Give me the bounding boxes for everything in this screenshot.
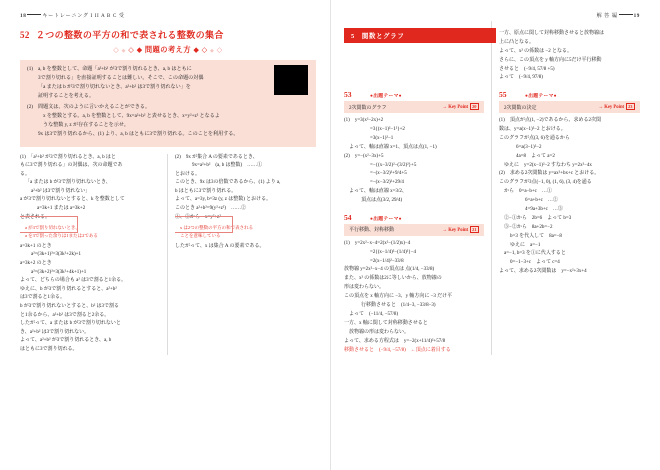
panel-item-2-marker: (2) xyxy=(27,104,33,111)
sol-line: =2(x−1/4)²−33/8 xyxy=(370,258,404,264)
annotation-bracket xyxy=(175,216,233,233)
annotation-bracket xyxy=(20,216,78,233)
sol-line: 数は、y=a(x−1)²−2 とおける。 xyxy=(499,127,566,133)
section-54-theme: ●出題テーマ● xyxy=(370,217,402,223)
sol-line: a=−1, b=3 を①に代入すると xyxy=(504,251,566,257)
sol-line: b が3で割り切れないとすると、b² は3で割る xyxy=(20,303,120,309)
sol-line: (1) 頂点が点(1, −2)であるから、求める2次関 xyxy=(499,118,601,124)
cont-line: よって (−9/4, 97/8) xyxy=(499,75,543,81)
sol-line: b はともに3で割り切れる。 xyxy=(175,188,237,194)
left-runhead-text: キートレーニング I II A B C 受 xyxy=(42,13,125,19)
runhead-rule xyxy=(27,14,41,15)
panel-line: 9x は3で割り切れるから、(1) より、a, b はともに3で割り切れる。このことを利用する。 xyxy=(38,131,239,138)
right-column-a-top xyxy=(344,21,492,83)
section-54-keypoint[interactable] xyxy=(442,227,479,233)
continuation-text xyxy=(499,30,640,83)
think-band xyxy=(20,45,316,55)
left-body-columns xyxy=(20,154,316,355)
panel-line: 「a または b が3で割り切れないとき、a²+b² は3で割り切れない」を xyxy=(38,84,191,91)
sol-line: また、x² の係数は2に等しいから、放物線の xyxy=(344,276,442,282)
keypoint-number: 20 xyxy=(470,103,479,110)
right-top-row xyxy=(344,21,640,83)
section-53-keypoint[interactable] xyxy=(442,104,479,110)
left-folio: 18 xyxy=(20,13,27,19)
runhead-rule-2 xyxy=(619,14,633,15)
left-column-a xyxy=(20,154,168,355)
sol-line: このとき、9x は3の倍数であるから、(1) より a, xyxy=(175,180,281,186)
sol-line: a=3k+1 または a=3k+2 xyxy=(37,206,86,212)
sol-line: a²=(3k+1)²=3(3k²+2k)+1 xyxy=(31,252,81,258)
annotation-line: a が3で割り切れないとき、 xyxy=(25,225,80,231)
panel-line: うな整数 y, z が存在することを示せ。 xyxy=(43,122,129,129)
sol-line: 放物線の形は変わらない。 xyxy=(349,329,410,335)
right-body-columns xyxy=(344,83,640,355)
sol-line: 4a=8 よって a=2 xyxy=(516,153,555,159)
panel-line: 3で割り切れる」を直接証明することは難しい。そこで、この命題の対偶 xyxy=(38,75,204,82)
sol-line: よって、求める2次関数は y=−x²+3x+4 xyxy=(499,269,587,275)
left-annotation-2 xyxy=(175,223,316,240)
unit-title-text: ２つの整数の平方の和で表される整数の集合 xyxy=(35,30,224,40)
sol-line: したがって、a または b が3で割り切れないと xyxy=(20,321,121,327)
sol-line: 放物線 y=2x²−x−4 の頂点は 点(1/4, −33/8) xyxy=(344,267,435,273)
keypoint-number: 23 xyxy=(626,103,635,110)
sol-line-annotated: 移動させると (−9/4, −57/8) ←頂点に着目する xyxy=(344,347,451,353)
section-53-solution xyxy=(344,117,484,206)
section-54-topic: 平行移動、対称移動 xyxy=(349,228,395,234)
sol-line: 行移動させると (1/4−3, −33/8−3) xyxy=(361,303,436,309)
section-55-topic: 2次関数の決定 xyxy=(504,105,537,111)
redacted-block xyxy=(274,65,308,95)
sol-line: b=3 を代入して 8a=−8 xyxy=(510,233,562,239)
sol-line: よって、軸は直線 x=3/2、 xyxy=(349,189,407,195)
sol-line: (2) 求める2次関数は y=ax²+bx+c とおける。 xyxy=(499,171,600,177)
sol-line: (1) 「a²+b² が3で割り切れるとき、a, b はと xyxy=(20,154,116,160)
section-55-topicbar xyxy=(499,101,640,113)
chapter-title: 関数とグラフ xyxy=(361,33,405,40)
sol-line: =−{(x−3/2)²−(3/2)²}+5 xyxy=(370,162,417,168)
sol-line: (1) y=3(x²−2x)+2 xyxy=(344,118,384,124)
unit-number: 52 xyxy=(20,30,30,40)
sol-line: ゆえに y=2(x−1)²−2 すなわち y=2x²−4x xyxy=(504,162,592,168)
left-running-head xyxy=(20,12,316,21)
sol-line: 6=a+b+c …② xyxy=(525,198,558,204)
section-53-theme: ●出題テーマ● xyxy=(370,94,402,100)
sol-line: よって、a²+b² が3で割り切れるとき、a, b xyxy=(20,338,112,344)
sol-line: (2) 9x が集合 A の要素であるとき、 xyxy=(175,154,258,160)
sol-line: a=3k+2 のとき xyxy=(20,261,52,266)
sol-line: 一方、x 軸に関して対称移動させると xyxy=(344,320,428,326)
right-running-head xyxy=(344,12,640,21)
annotation-line: a を3で割った余りは1または2である xyxy=(25,232,98,238)
keypoint-label: → Key Point xyxy=(442,227,469,233)
problem-approach-panel xyxy=(20,60,316,147)
think-band-label: ◇ ◆ 問題の考え方 ◆ ◇ xyxy=(128,46,208,54)
sol-line: =2{(x−1/4)²−(1/4)²}−4 xyxy=(370,249,417,255)
cont-line: さらに、この頂点を y 軸方向に5だけ平行移動 xyxy=(499,57,602,63)
sol-line: よって、a=3y, b=3z (y, z は整数) とおける。 xyxy=(175,197,272,203)
section-55-number: 55 xyxy=(499,90,507,100)
sol-line: から 0=a−b+c …① xyxy=(504,189,552,195)
panel-item-2-body xyxy=(38,103,309,139)
section-55-theme: ●出題テーマ● xyxy=(525,94,557,100)
sol-line: (2) y=−(x²−3x)+5 xyxy=(344,153,384,159)
sol-line: この頂点を x 軸方向に −3、y 軸方向に −3 だけ平 xyxy=(344,294,453,300)
sol-line: 0=−1−3+c よって c=4 xyxy=(510,260,560,266)
panel-item-1 xyxy=(27,65,309,101)
sol-line: =−(x−3/2)²+9/4+5 xyxy=(370,171,407,177)
annotation-line: x は2つの整数の平方の和で表される xyxy=(180,225,254,231)
sol-line: ③−②から 8a+2b=−2 xyxy=(504,224,553,230)
right-column-b-top xyxy=(492,21,640,83)
sol-line: き、a²+b² は3で割り切れない。 xyxy=(20,329,90,335)
sol-line: このとき a²+b²=9(y²+z²) ……② xyxy=(175,206,246,212)
section-55-solution xyxy=(499,117,640,277)
diamond-small-icon: ◆ xyxy=(121,49,126,54)
section-55-keypoint[interactable] xyxy=(598,104,635,110)
sol-line: a=3k+1 のとき xyxy=(20,243,52,249)
unit-title xyxy=(20,28,316,41)
sol-line: 頂点は点(3/2, 29/4) xyxy=(361,198,403,204)
sol-line: ①、②から x=y²+z² xyxy=(175,214,221,220)
section-53-topic: 2次関数のグラフ xyxy=(349,105,387,111)
panel-item-2 xyxy=(27,103,309,139)
right-column-b xyxy=(492,83,640,355)
cont-line: させると (−9/4, 57/8 +5) xyxy=(499,66,555,72)
sol-line: よって、どちらの場合も a² は3で割ると1余る。 xyxy=(20,278,127,284)
section-55-head xyxy=(499,90,640,99)
right-runhead-text: 解 答 編 xyxy=(596,13,618,19)
sol-line: とおける。 xyxy=(175,171,201,177)
sol-line: a²+b² は3で割り切れない」 xyxy=(31,188,91,194)
panel-item-1-marker: (1) xyxy=(27,66,33,72)
chapter-band xyxy=(344,28,496,43)
cont-line: 上に凸となる。 xyxy=(499,39,535,45)
sol-line: =−(x−3/2)²+29/4 xyxy=(370,180,404,186)
sol-line: ゆえに、b が3で割り切れるとすると、a²+b² xyxy=(20,286,117,292)
section-54-head xyxy=(344,213,484,222)
section-54-solution xyxy=(344,240,484,356)
section-53-topicbar xyxy=(344,101,484,113)
keypoint-number: 21 xyxy=(470,226,479,233)
sol-line: 形は変わらない。 xyxy=(344,285,385,291)
sol-line: a が3で割り切れないとすると、k を整数として xyxy=(20,197,125,203)
panel-line: x を整数とする。a, b を整数として、9x=a²+b² と表せるとき、x=y²+z² となるよ xyxy=(43,113,220,120)
sol-line: よって、求める方程式は y=−2(x+11/4)²+57/8 xyxy=(344,338,446,344)
sol-line: もに3で割り切れる」の対偶は、次の命題であ xyxy=(20,163,123,169)
cont-line: よって、x² の係数は −2 となる。 xyxy=(499,48,572,54)
right-page xyxy=(330,0,660,470)
keypoint-label: → Key Point xyxy=(442,105,469,111)
sol-line: と表される。 xyxy=(20,214,51,220)
cont-line: 一方、原点に関して対称移動させると放物線は xyxy=(499,31,605,36)
annotation-line: ことを意味している xyxy=(180,232,221,238)
section-53-head xyxy=(344,90,484,99)
sol-line: と1余るから、a²+b² は3で割ると2余る。 xyxy=(20,312,110,318)
chapter-number: 5 xyxy=(351,33,355,40)
sol-line: このグラフが点(3, 6)を通るから xyxy=(499,135,570,141)
panel-item-1-body xyxy=(38,65,309,101)
sol-line: はともに3で割り切れる。 xyxy=(20,346,78,352)
right-folio: 19 xyxy=(633,13,640,19)
sol-line: 4=9a+3b+c …③ xyxy=(525,207,563,213)
sol-line: よって、軸は直線 x=1、頂点は点(1, −1) xyxy=(349,144,437,150)
sol-line: よって (−11/4, −57/8) xyxy=(349,311,399,317)
section-54-topicbar xyxy=(344,224,484,236)
right-column-a xyxy=(344,83,492,355)
sol-line: 9x=a²+b² (a, b は整数) ……① xyxy=(192,163,263,169)
sol-line: =3{(x−1)²−1²}+2 xyxy=(370,127,405,133)
panel-line: 証明することを考える。 xyxy=(38,93,95,100)
sol-line: このグラフが3点(−1, 0), (1, 6), (3, 4)を通る xyxy=(499,180,592,186)
sol-line: は3で割ると1余る。 xyxy=(20,295,66,301)
section-54-number: 54 xyxy=(344,213,352,223)
sol-line: =3(x−1)²−1 xyxy=(370,135,394,141)
sol-line: したがって、x は集合 A の要素である。 xyxy=(175,243,265,249)
sol-line: a²=(3k+2)²=3(3k²+4k+1)+1 xyxy=(31,269,87,275)
sol-line: ②−①から 2b=6 よって b=3 xyxy=(504,215,572,221)
section-53-number: 53 xyxy=(344,90,352,100)
left-annotation-1 xyxy=(20,223,160,240)
sol-line: ゆえに a=−1 xyxy=(510,242,541,248)
sol-line: 「a または b が3で割り切れないとき、 xyxy=(25,180,111,186)
keypoint-label: → Key Point xyxy=(598,105,625,111)
diamond-small-icon-2: ◆ xyxy=(210,49,215,54)
left-column-b xyxy=(168,154,316,355)
sol-line: (1) y=2x²−x−4=2(x²−(1/2)x)−4 xyxy=(344,240,411,246)
panel-line: 問題文は、次のように言いかえることができる。 xyxy=(38,104,151,111)
sol-line: る。 xyxy=(20,171,31,177)
sol-line: 6=a(3−1)²−2 xyxy=(516,144,542,150)
diamond-outline-icon-2: ◇ xyxy=(216,46,223,54)
diamond-outline-icon: ◇ xyxy=(113,46,120,54)
panel-line: a, b を整数として、命題「a²+b² が3で割り切れるとき、a, b はともに xyxy=(38,66,192,72)
